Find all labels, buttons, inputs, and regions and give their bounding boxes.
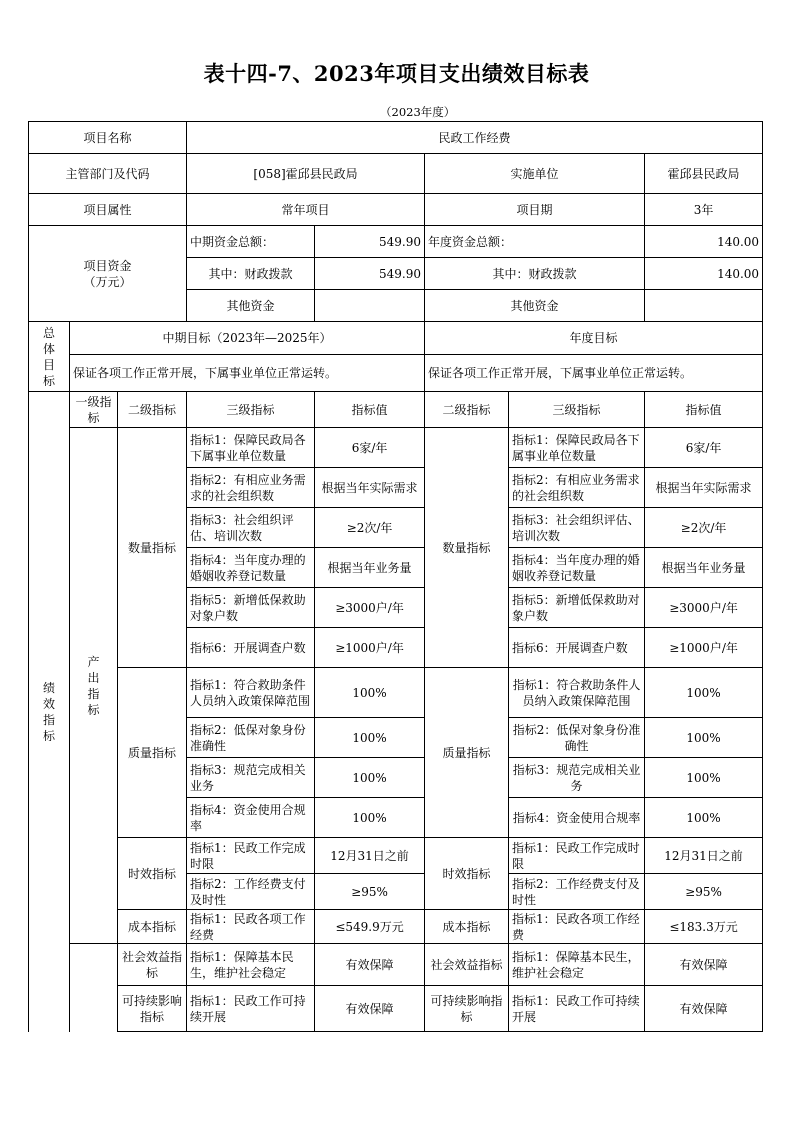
timeliness-year-name: 指标1：民政工作完成时限	[509, 838, 645, 874]
performance-indicator-label	[29, 392, 70, 1032]
funds-label-line2: （万元）	[83, 274, 132, 289]
quantity-indicator-label: 数量指标	[118, 428, 187, 668]
indicator-label-char: 绩	[42, 680, 55, 695]
table-row	[29, 910, 763, 944]
sustain-year-name: 指标1：民政工作可持续开展	[509, 986, 645, 1032]
table-row	[29, 322, 763, 355]
period-value: 3年	[645, 194, 763, 226]
quantity-year-name: 指标3：社会组织评估、培训次数	[509, 508, 645, 548]
sustain-year-value: 有效保障	[645, 986, 763, 1032]
overall-label-char: 目	[42, 357, 55, 372]
quantity-year-value: ≥2次/年	[645, 508, 763, 548]
funds-label	[29, 226, 187, 322]
quantity-mid-value: ≥3000户/年	[315, 588, 425, 628]
quantity-year-name: 指标6：开展调查户数	[509, 628, 645, 668]
quality-mid-name: 指标3：规范完成相关业务	[187, 758, 315, 798]
indicator-label-char: 指	[42, 712, 55, 727]
table-row	[29, 668, 763, 718]
level2-header-year: 二级指标	[425, 392, 509, 428]
quality-indicator-label: 质量指标	[118, 668, 187, 838]
cost-year-name: 指标1：民政各项工作经费	[509, 910, 645, 944]
social-year-value: 有效保障	[645, 944, 763, 986]
mid-target-header: 中期目标（2023年—2025年）	[70, 322, 425, 355]
overall-label-char: 总	[42, 325, 55, 340]
quantity-year-name: 指标2：有相应业务需求的社会组织数	[509, 468, 645, 508]
quantity-year-name: 指标1：保障民政局各下属事业单位数量	[509, 428, 645, 468]
output-label-char: 出	[87, 670, 100, 685]
implementer-label: 实施单位	[425, 154, 645, 194]
overall-target-label	[29, 322, 70, 392]
social-mid-value: 有效保障	[315, 944, 425, 986]
quality-year-name: 指标2：低保对象身份准确性	[509, 718, 645, 758]
quantity-mid-name: 指标4：当年度办理的婚姻收养登记数量	[187, 548, 315, 588]
quantity-mid-name: 指标3：社会组织评估、培训次数	[187, 508, 315, 548]
quantity-mid-value: ≥1000户/年	[315, 628, 425, 668]
mid-target-text: 保证各项工作正常开展，下属事业单位正常运转。	[70, 355, 425, 392]
output-indicator-label	[70, 428, 118, 944]
quality-mid-name: 指标1：符合救助条件人员纳入政策保障范围	[187, 668, 315, 718]
performance-target-table	[28, 121, 763, 1032]
mid-total-value: 549.90	[315, 226, 425, 258]
social-indicator-label-year: 社会效益指标	[425, 944, 509, 986]
fiscal-year-subtitle: （2023年度）	[380, 105, 456, 119]
project-name-label: 项目名称	[29, 122, 187, 154]
quantity-indicator-label-year: 数量指标	[425, 428, 509, 668]
year-other-funds-value	[645, 290, 763, 322]
level2-header: 二级指标	[118, 392, 187, 428]
cost-indicator-label-year: 成本指标	[425, 910, 509, 944]
funds-label-line1: 项目资金	[83, 258, 132, 273]
social-indicator-label: 社会效益指标	[118, 944, 187, 986]
indicator-label-char: 效	[42, 696, 55, 711]
overall-label-char: 标	[42, 373, 55, 388]
quality-year-name: 指标1：符合救助条件人员纳入政策保障范围	[509, 668, 645, 718]
table-row	[29, 355, 763, 392]
table-row	[29, 392, 763, 428]
timeliness-mid-value: 12月31日之前	[315, 838, 425, 874]
table-row	[29, 194, 763, 226]
quantity-year-value: 根据当年业务量	[645, 548, 763, 588]
quality-mid-value: 100%	[315, 758, 425, 798]
quality-year-value: 100%	[645, 758, 763, 798]
implementer-value: 霍邱县民政局	[645, 154, 763, 194]
quantity-year-name: 指标4：当年度办理的婚姻收养登记数量	[509, 548, 645, 588]
table-row	[29, 428, 763, 468]
quantity-mid-value: 6家/年	[315, 428, 425, 468]
quantity-year-value: ≥3000户/年	[645, 588, 763, 628]
attribute-label: 项目属性	[29, 194, 187, 226]
timeliness-indicator-label: 时效指标	[118, 838, 187, 910]
attribute-value: 常年项目	[187, 194, 425, 226]
quality-mid-value: 100%	[315, 718, 425, 758]
quality-year-name: 指标3：规范完成相关业务	[509, 758, 645, 798]
table-row	[29, 944, 763, 986]
mid-total-label: 中期资金总额：	[187, 226, 315, 258]
quality-mid-name: 指标2：低保对象身份准确性	[187, 718, 315, 758]
department-value: [058]霍邱县民政局	[187, 154, 425, 194]
quality-year-name: 指标4：资金使用合规率	[509, 798, 645, 838]
sustain-indicator-label: 可持续影响指标	[118, 986, 187, 1032]
table-row	[29, 838, 763, 874]
quantity-mid-value: 根据当年业务量	[315, 548, 425, 588]
quality-mid-value: 100%	[315, 798, 425, 838]
output-label-char: 指	[87, 686, 100, 701]
value-header: 指标值	[315, 392, 425, 428]
quality-mid-name: 指标4：资金使用合规率	[187, 798, 315, 838]
year-other-funds-label: 其他资金	[425, 290, 645, 322]
sustain-indicator-label-year: 可持续影响指标	[425, 986, 509, 1032]
quality-year-value: 100%	[645, 798, 763, 838]
table-row	[29, 226, 763, 258]
quantity-mid-name: 指标1：保障民政局各下属事业单位数量	[187, 428, 315, 468]
indicator-label-char: 标	[42, 728, 55, 743]
project-name-value: 民政工作经费	[187, 122, 763, 154]
cost-indicator-label: 成本指标	[118, 910, 187, 944]
output-label-char: 标	[87, 702, 100, 717]
level3-header-year: 三级指标	[509, 392, 645, 428]
year-target-text: 保证各项工作正常开展，下属事业单位正常运转。	[425, 355, 763, 392]
value-header-year: 指标值	[645, 392, 763, 428]
social-mid-name: 指标1：保障基本民生，维护社会稳定	[187, 944, 315, 986]
social-year-name: 指标1：保障基本民生，维护社会稳定	[509, 944, 645, 986]
table-row	[29, 154, 763, 194]
timeliness-indicator-label-year: 时效指标	[425, 838, 509, 910]
quantity-year-name: 指标5：新增低保救助对象户数	[509, 588, 645, 628]
cost-year-value: ≤183.3万元	[645, 910, 763, 944]
quantity-year-value: 根据当年实际需求	[645, 468, 763, 508]
quantity-mid-name: 指标2：有相应业务需求的社会组织数	[187, 468, 315, 508]
cost-mid-value: ≤549.9万元	[315, 910, 425, 944]
department-label: 主管部门及代码	[29, 154, 187, 194]
sustain-mid-value: 有效保障	[315, 986, 425, 1032]
quantity-mid-name: 指标5：新增低保救助对象户数	[187, 588, 315, 628]
benefit-indicator-cell	[70, 944, 118, 1032]
year-fiscal-label: 其中：财政拨款	[425, 258, 645, 290]
quantity-year-value: ≥1000户/年	[645, 628, 763, 668]
page-title: 表十四-7、2023年项目支出绩效目标表	[203, 61, 590, 86]
timeliness-year-name: 指标2：工作经费支付及时性	[509, 874, 645, 910]
cost-mid-name: 指标1：民政各项工作经费	[187, 910, 315, 944]
overall-label-char: 体	[42, 341, 55, 356]
table-row	[29, 122, 763, 154]
level3-header: 三级指标	[187, 392, 315, 428]
period-label: 项目期	[425, 194, 645, 226]
mid-fiscal-value: 549.90	[315, 258, 425, 290]
table-row	[29, 986, 763, 1032]
timeliness-year-value: 12月31日之前	[645, 838, 763, 874]
quality-year-value: 100%	[645, 718, 763, 758]
sustain-mid-name: 指标1：民政工作可持续开展	[187, 986, 315, 1032]
output-label-char: 产	[87, 654, 100, 669]
timeliness-mid-name: 指标1：民政工作完成时限	[187, 838, 315, 874]
quality-year-value: 100%	[645, 668, 763, 718]
year-target-header: 年度目标	[425, 322, 763, 355]
timeliness-mid-name: 指标2：工作经费支付及时性	[187, 874, 315, 910]
mid-other-funds-value	[315, 290, 425, 322]
quantity-mid-name: 指标6：开展调查户数	[187, 628, 315, 668]
year-total-label: 年度资金总额：	[425, 226, 645, 258]
mid-other-funds-label: 其他资金	[187, 290, 315, 322]
quality-indicator-label-year: 质量指标	[425, 668, 509, 838]
quantity-mid-value: ≥2次/年	[315, 508, 425, 548]
year-total-value: 140.00	[645, 226, 763, 258]
mid-fiscal-label: 其中：财政拨款	[187, 258, 315, 290]
quality-mid-value: 100%	[315, 668, 425, 718]
quantity-mid-value: 根据当年实际需求	[315, 468, 425, 508]
quantity-year-value: 6家/年	[645, 428, 763, 468]
timeliness-year-value: ≥95%	[645, 874, 763, 910]
timeliness-mid-value: ≥95%	[315, 874, 425, 910]
level1-header: 一级指标	[70, 392, 118, 428]
year-fiscal-value: 140.00	[645, 258, 763, 290]
